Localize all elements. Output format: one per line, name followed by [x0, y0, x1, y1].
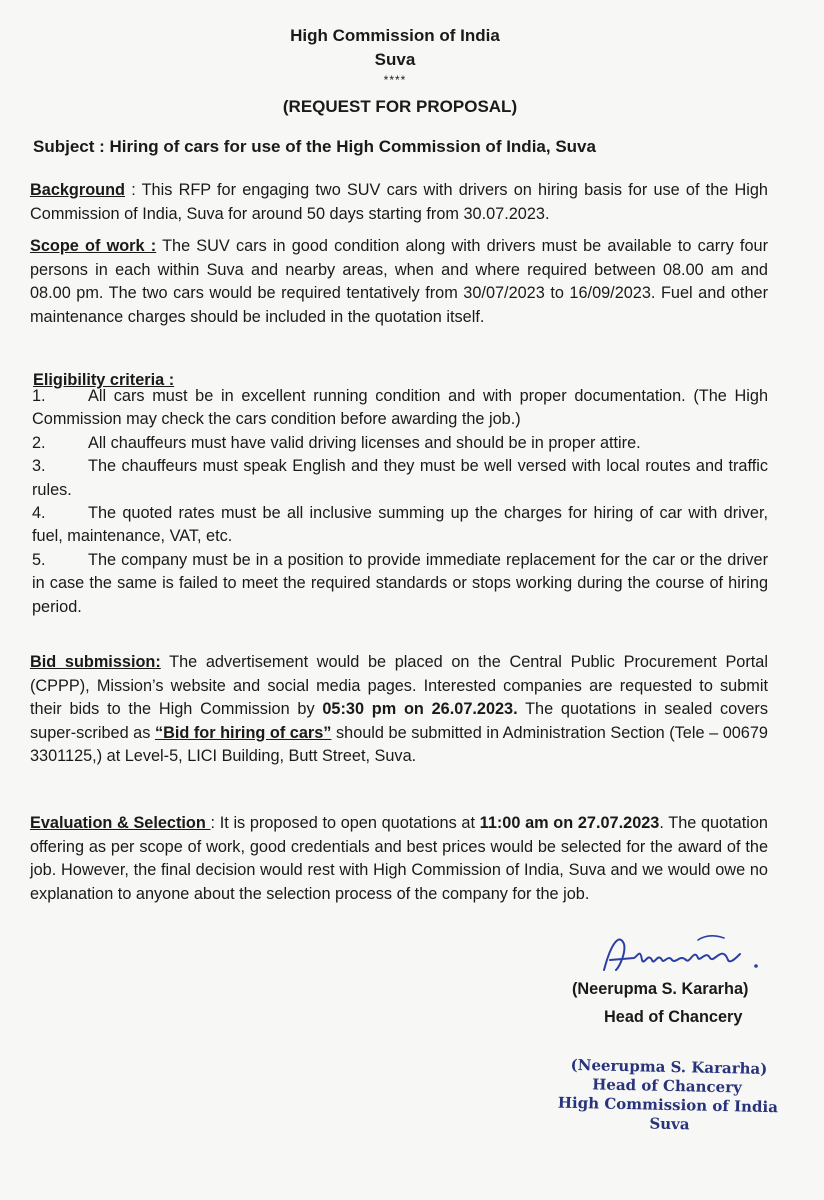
list-item-text: The chauffeurs must speak English and they must be well versed with local routes and traffic rules.: [32, 457, 768, 499]
list-item-text: The company must be in a position to provide immediate replacement for the car or the driver in case the same is failed to meet the required standards or stops working during the course of hiring period.: [32, 550, 768, 616]
list-item: [32, 549, 768, 619]
background-paragraph: [30, 179, 768, 226]
list-item: [32, 385, 768, 432]
stamp-city: Suva: [649, 1114, 690, 1134]
scope-text: The SUV cars in good condition along with drivers must be available to carry four persons in each within Suva and nearby areas, when and where required between 08.00 am and 08.00 pm. The two cars would be required tentatively from 30/07/2023 to 16/09/2023. Fuel and other maintenance charges should be included in the quotation itself.: [30, 237, 768, 326]
list-item-number: 3.: [32, 457, 46, 476]
background-text: : This RFP for engaging two SUV cars with drivers on hiring basis for use of the High Commission of India, Suva for around 50 days starting from 30.07.2023.: [30, 181, 768, 223]
eligibility-list: [32, 385, 768, 619]
list-item-number: 2.: [32, 433, 46, 452]
bid-superscription: “Bid for hiring of cars”: [154, 723, 332, 742]
list-item-text: All chauffeurs must have valid driving licenses and should be in proper attire.: [88, 433, 641, 452]
signatory-designation: Head of Chancery: [604, 1008, 743, 1026]
document-type-heading: (REQUEST FOR PROPOSAL): [282, 97, 518, 116]
bid-submission-label: Bid submission:: [30, 653, 161, 671]
evaluation-text-2: . The quotation offering as per scope of work, good credentials and best prices would be selected for the award of the job. However, the final decision would rest with High Commission of India, Suva and we would owe no explanation to anyone about the selection process of the company for the job.: [30, 814, 768, 903]
signature-icon: [590, 930, 780, 980]
evaluation-label: Evaluation & Selection: [30, 814, 211, 832]
list-item-text: The quoted rates must be all inclusive summing up the charges for hiring of car with driver, fuel, maintenance, VAT, etc.: [32, 504, 768, 546]
subject-line: Subject : Hiring of cars for use of the High Commission of India, Suva: [33, 137, 596, 156]
bid-text-3: should be submitted in Administration Section (Tele – 00679 3301125,) at Level-5, LICI Building, Butt Street, Suva.: [30, 723, 768, 765]
bid-text-1: The advertisement would be placed on the Central Public Procurement Portal (CPPP), Mission’s website and social media pages. Interested companies are requested to submit their bids to the High Commission by: [30, 653, 768, 718]
evaluation-text-1: : It is proposed to open quotations at: [210, 814, 480, 832]
signatory-name: (Neerupma S. Kararha): [572, 980, 749, 998]
bid-text-2: The quotations in sealed covers super-scribed as: [30, 700, 768, 742]
scope-paragraph: [30, 235, 768, 329]
list-item-number: 1.: [32, 387, 46, 405]
evaluation-opening-time: 11:00 am on 27.07.2023: [479, 814, 660, 832]
evaluation-paragraph: [30, 812, 768, 906]
stamp-name: (Neerupma S. Kararha): [570, 1055, 768, 1078]
stamp-designation: Head of Chancery: [592, 1075, 742, 1097]
official-stamp: [551, 1055, 793, 1136]
list-item-number: 5.: [32, 550, 46, 569]
letterhead-title: High Commission of India: [290, 26, 500, 45]
scope-label: Scope of work :: [30, 237, 157, 255]
letterhead-city: Suva: [374, 50, 416, 69]
list-item: [32, 455, 768, 502]
letterhead-separator: ****: [383, 73, 407, 87]
eligibility-heading: Eligibility criteria :: [33, 371, 175, 389]
list-item: [32, 502, 768, 549]
stamp-office: High Commission of India: [557, 1093, 779, 1117]
list-item: [32, 432, 768, 455]
list-item-number: 4.: [32, 504, 46, 523]
list-item-text: All cars must be in excellent running condition and with proper documentation. (The High Commission may check the cars condition before awarding the job.): [32, 387, 768, 429]
bid-submission-paragraph: [30, 651, 768, 769]
bid-deadline: 05:30 pm on 26.07.2023.: [322, 700, 518, 718]
background-label: Background: [30, 181, 125, 199]
handwritten-signature: [590, 930, 780, 980]
